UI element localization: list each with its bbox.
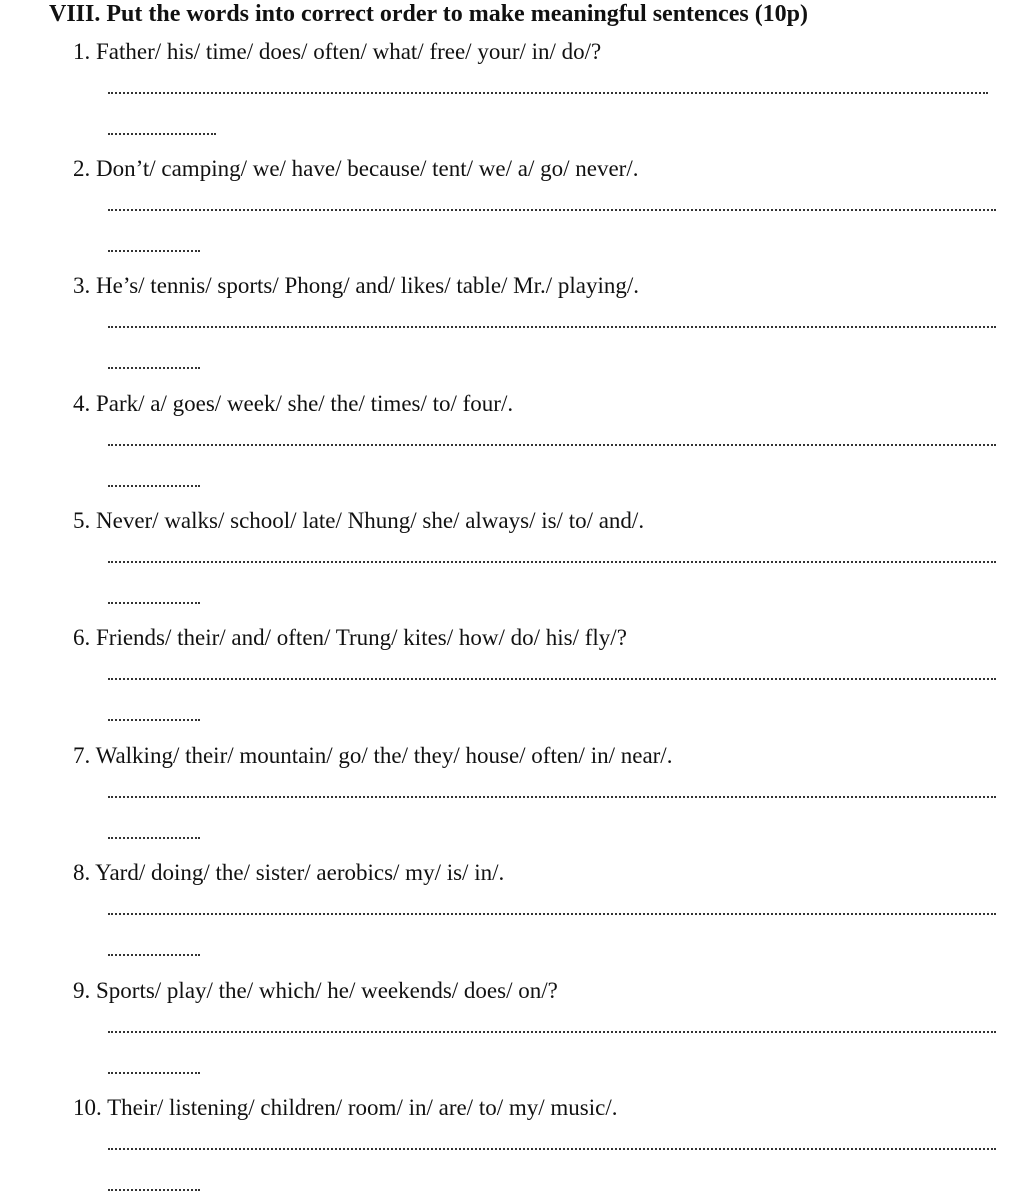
question-text-7: 7. Walking/ their/ mountain/ go/ the/ they/ house/ often/ in/ near/. [73,743,673,768]
answer-line-2[interactable] [108,209,996,211]
question-text-2: 2. Don’t/ camping/ we/ have/ because/ tent/ we/ a/ go/ never/. [73,156,639,181]
question-item-8 [0,859,1024,976]
question-text-5: 5. Never/ walks/ school/ late/ Nhung/ she/ always/ is/ to/ and/. [73,508,645,533]
answer-line-continuation-6[interactable] [108,719,200,721]
question-text-6: 6. Friends/ their/ and/ often/ Trung/ kites/ how/ do/ his/ fly/? [73,625,627,650]
question-item-4 [0,390,1024,507]
answer-line-4[interactable] [108,444,996,446]
question-item-3 [0,272,1024,389]
answer-line-continuation-10[interactable] [108,1189,200,1191]
question-item-6 [0,624,1024,741]
answer-line-8[interactable] [108,913,996,915]
question-item-5 [0,507,1024,624]
answer-line-continuation-3[interactable] [108,367,200,369]
answer-line-continuation-5[interactable] [108,602,200,604]
answer-line-1[interactable] [108,92,988,94]
question-text-9: 9. Sports/ play/ the/ which/ he/ weekends/ does/ on/? [73,978,558,1003]
question-text-3: 3. He’s/ tennis/ sports/ Phong/ and/ likes/ table/ Mr./ playing/. [73,273,640,298]
exercise-heading: VIII. Put the words into correct order to make meaningful sentences (10p) [49,1,809,27]
question-item-9 [0,977,1024,1094]
answer-line-10[interactable] [108,1148,996,1150]
question-item-7 [0,742,1024,859]
answer-line-continuation-8[interactable] [108,954,200,956]
answer-line-continuation-4[interactable] [108,485,200,487]
answer-line-continuation-7[interactable] [108,837,200,839]
answer-line-3[interactable] [108,326,996,328]
question-text-8: 8. Yard/ doing/ the/ sister/ aerobics/ my/ is/ in/. [73,860,505,885]
answer-line-7[interactable] [108,796,996,798]
question-text-4: 4. Park/ a/ goes/ week/ she/ the/ times/ to/ four/. [73,391,514,416]
question-item-2 [0,155,1024,272]
answer-line-5[interactable] [108,561,996,563]
answer-line-continuation-1[interactable] [108,133,216,135]
answer-line-continuation-2[interactable] [108,250,200,252]
question-item-10 [0,1094,1024,1197]
question-text-1: 1. Father/ his/ time/ does/ often/ what/ free/ your/ in/ do/? [73,39,602,64]
answer-line-continuation-9[interactable] [108,1072,200,1074]
answer-line-6[interactable] [108,678,996,680]
question-text-10: 10. Their/ listening/ children/ room/ in/ are/ to/ my/ music/. [73,1095,618,1120]
answer-line-9[interactable] [108,1031,996,1033]
question-item-1 [0,38,1024,155]
